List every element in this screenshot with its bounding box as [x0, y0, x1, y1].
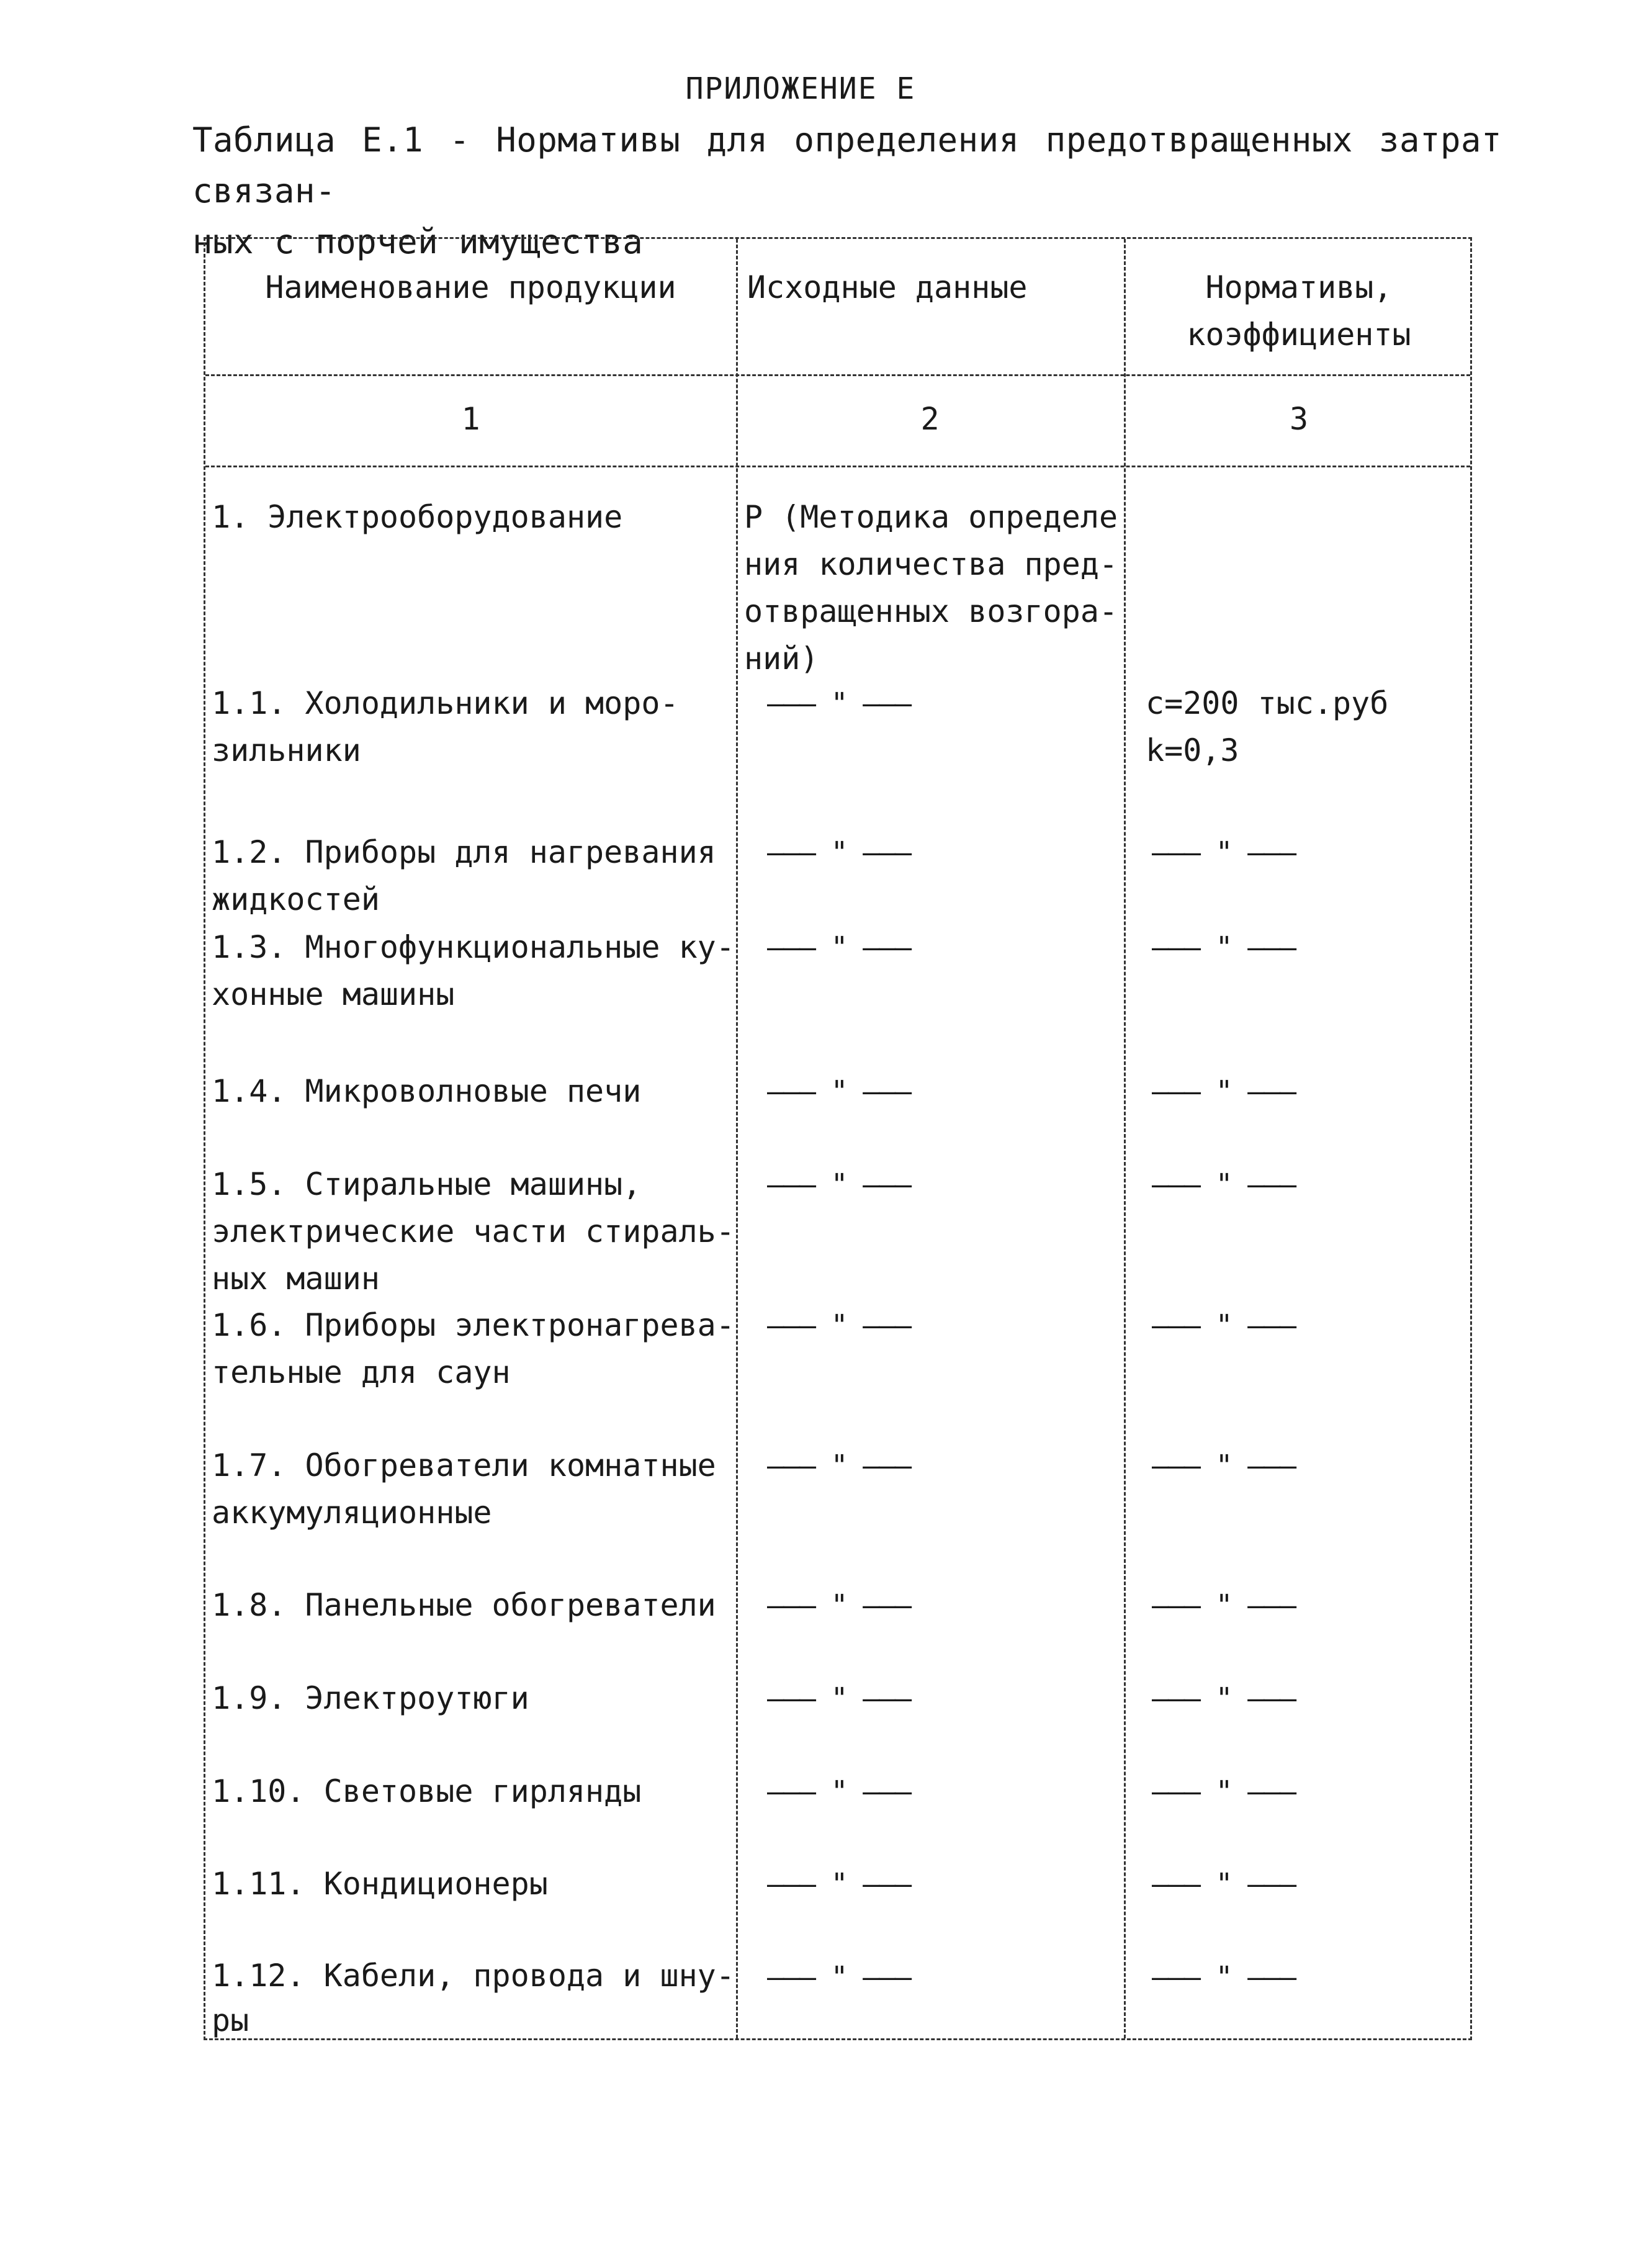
row-1-1-name: 1.1. Холодильники и моро- зильники — [212, 685, 679, 768]
row-1-4-name: 1.4. Микроволновые печи — [212, 1073, 642, 1109]
row-1-name: 1. Электрооборудование — [212, 499, 623, 535]
row-1-1-norms: с=200 тыс.руб k=0,3 — [1146, 685, 1389, 768]
header-source-data: Исходные данные — [747, 269, 1028, 305]
row-1-4-source: ——— " ——— — [767, 1074, 911, 1108]
row-1-9-name: 1.9. Электроутюги — [212, 1680, 529, 1716]
row-1-source: Р (Методика определе ния количества пред- отвращенных возгора- ний) — [744, 499, 1118, 677]
row-1-3-source: ——— " ——— — [767, 930, 911, 964]
appendix-title: ПРИЛОЖЕНИЕ Е — [685, 71, 916, 106]
column-number-3: 3 — [1289, 401, 1309, 437]
column-number-2: 2 — [920, 401, 940, 437]
row-1-11-norms: ——— " ——— — [1152, 1867, 1296, 1901]
row-1-3-name: 1.3. Многофункциональные ку- хонные машины — [212, 929, 735, 1012]
row-1-6-name: 1.6. Приборы электронагрева- тельные для саун — [212, 1307, 735, 1390]
row-1-5-norms: ——— " ——— — [1152, 1168, 1296, 1201]
caption-line-2: ных с порчей имущества — [192, 222, 644, 261]
row-1-2-norms: ——— " ——— — [1152, 835, 1296, 869]
row-1-5-source: ——— " ——— — [767, 1168, 911, 1201]
row-1-4-norms: ——— " ——— — [1152, 1074, 1296, 1108]
row-1-2-source: ——— " ——— — [767, 835, 911, 869]
row-1-8-norms: ——— " ——— — [1152, 1588, 1296, 1622]
row-1-11-source: ——— " ——— — [767, 1867, 911, 1901]
header-norms-line-1: Нормативы, — [1205, 269, 1393, 305]
row-1-11-name: 1.11. Кондиционеры — [212, 1866, 548, 1902]
row-1-8-name: 1.8. Панельные обогреватели — [212, 1587, 716, 1623]
header-norms-line-2: коэффициенты — [1187, 317, 1411, 353]
column-divider — [736, 239, 738, 2038]
row-1-10-norms: ——— " ——— — [1152, 1775, 1296, 1808]
norms-table — [204, 237, 1472, 2040]
row-1-1-source: ——— " ——— — [767, 686, 911, 720]
caption-line-1: Таблица Е.1 - Нормативы для определения предотвращенных затрат связан- — [192, 120, 1502, 210]
row-1-12-norms: ——— " ——— — [1152, 1960, 1296, 1994]
row-1-10-source: ——— " ——— — [767, 1775, 911, 1808]
row-1-10-name: 1.10. Световые гирлянды — [212, 1773, 642, 1809]
numbers-divider — [205, 466, 1470, 467]
row-1-12-name: 1.12. Кабели, провода и шну- ры — [212, 1958, 735, 2038]
row-1-2-name: 1.2. Приборы для нагревания жидкостей — [212, 834, 716, 917]
row-1-7-source: ——— " ——— — [767, 1449, 911, 1482]
row-1-3-norms: ——— " ——— — [1152, 930, 1296, 964]
row-1-5-name: 1.5. Стиральные машины, электрические части стираль- ных машин — [212, 1166, 735, 1297]
row-1-12-source: ——— " ——— — [767, 1960, 911, 1994]
header-product-name: Наименование продукции — [265, 269, 676, 305]
row-1-7-name: 1.7. Обогреватели комнатные аккумуляционные — [212, 1447, 716, 1531]
header-divider — [205, 374, 1470, 376]
row-1-7-norms: ——— " ——— — [1152, 1449, 1296, 1482]
row-1-9-source: ——— " ——— — [767, 1681, 911, 1715]
column-divider — [1124, 239, 1126, 2038]
row-1-6-norms: ——— " ——— — [1152, 1308, 1296, 1342]
row-1-9-norms: ——— " ——— — [1152, 1681, 1296, 1715]
row-1-8-source: ——— " ——— — [767, 1588, 911, 1622]
row-1-6-source: ——— " ——— — [767, 1308, 911, 1342]
column-number-1: 1 — [461, 401, 480, 437]
